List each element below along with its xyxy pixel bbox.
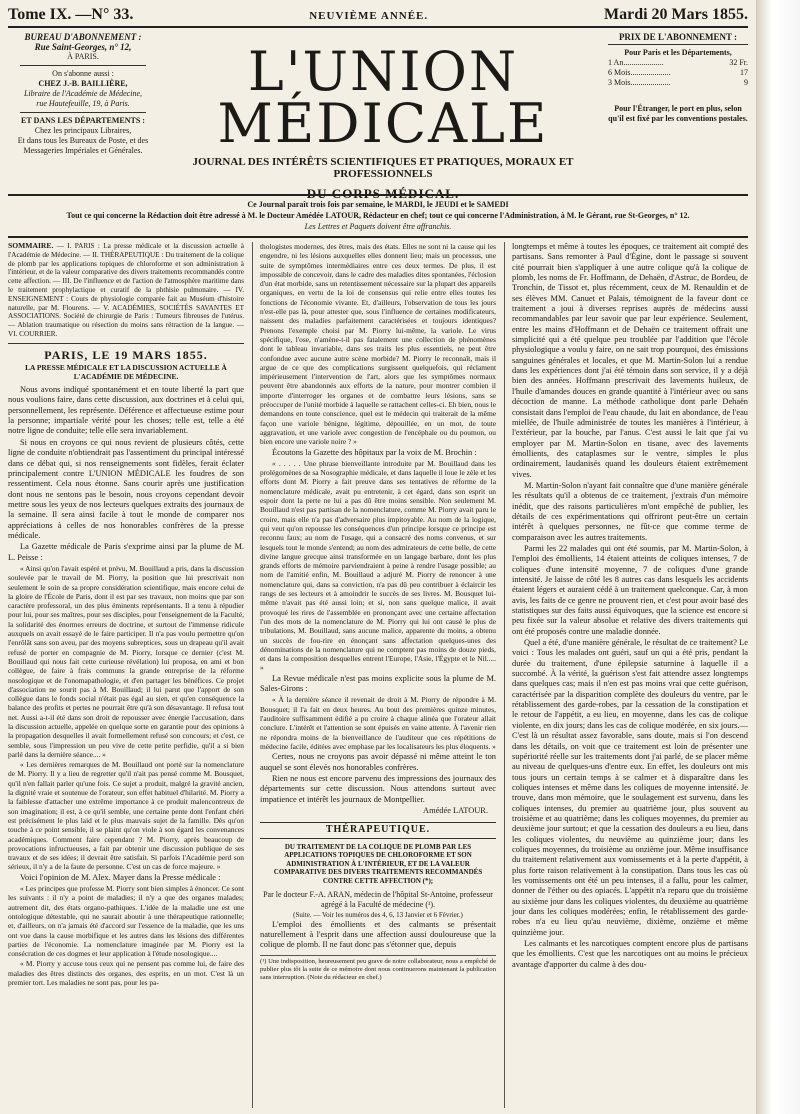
subscription-office xyxy=(8,32,158,156)
tome-number: Tome IX. —N° 33. xyxy=(8,6,134,23)
footnote: (¹) Une indisposition, heureusement peu grave de notre collaborateur, nous a empêché de publier plus tôt la suite de ce mémoire dont nous continuerons maintenant la publication sans interruption. (Note du rédacteur en chef.) xyxy=(260,955,496,982)
quotation-continued: thologistes modernes, des êtres, mais des états. Elles ne sont ni la cause qui les engendre, ni les lésions auxquelles elles donnent lieu; mais un processus, une suite de symptômes intermédiaires entre ces deux termes. De plus, il est impossible de concevoir, dans le cadre des maladies dites spontanées, l'éclosion d'un état morbide, sans un retentissement nécessaire sur la plupart des appareils organiques, en vertu de la loi de consensus qui relie entre elles toutes les fonctions de l'économie vivante. Et, d'ailleurs, l'observation de tous les jours n'est-elle pas là, pour attester que, sous l'influence de certaines modificateurs, naissent des maladies parfaitement caractérisées et toujours identiques? Prenons l'exemple choisi par M. Piorry lui-même, la variole. Le virus spécifique, l'ose, n'amène-t-il pas fatalement une collection de phénomènes dont le tableau invariable, dans ses traits les plus essentiels, ne peut être confondue avec aucune autre scène morbide? M. Piorry le reconnaît, mais il argue de ce que des complications surgissent quelquefois, qui réclament impérieusement l'intervention de l'art, alors que les symptômes normaux peuvent être abandonnés aux efforts de la nature, pour montrer combien il importe d'interroger les organes et de combattre leurs lésions, sans se préoccuper de l'unité morbide à laquelle se rattachent celles-ci. Eh bien, nous le demandons en toute conscience, quel est le médecin qui traiterait de la même façon une variole bénigne, légitime, dépouillée, en un mot, de toute aggravation, et une variole avec congestion de l'encéphale ou du poumon, ou bien encore une variole noire ? » xyxy=(260,242,496,447)
page-edge xyxy=(756,0,800,1114)
table-of-contents xyxy=(8,242,244,344)
subscription-prices xyxy=(608,32,748,124)
quotation: « . . . . . Une phrase bienveillante introduite par M. Bouillaud dans les prolégomènes de sa Nosographie médicale, et dans laquelle il loue le zèle et les efforts dont M. Piorry a fait preuve dans ses tentatives de réforme de la nomenclature médicale, avait pu entretenir, à cet égard, dans son esprit un espoir dont la perte ne lui a pas dû être moins sensible. Non seulement M. Bouillaud n'est pas partisan de la nomenclature, comme M. Piorry avait paru le croire, mais elle n'a pas d'adversaire plus impitoyable. Au nom de la logique, qui veut qu'on repousse les conséquences d'un principe lorsque ce principe est reconnu faux; au nom de l'usage, qui a consacré des noms convenus, et sur lesquels tout le monde s'entend; au nom des admirateurs de cette belle, de cette divine langue grecque ainsi transformée en un langage barbare, dont les plus grands efforts de mémoire parviendraient à peine à rendre l'usage possible; au nom de l'amitié enfin, M. Bouillaud a adjuré M. Piorry de renoncer à une nomenclature qui, dans sa conviction, n'a pas dû peu contribuer à éclaircir les rangs de ses lecteurs et à amoindrir le succès de ses livres. M. Bousquet lui-même n'avait pas été aussi loin; et si, non sans quelque malice, il avait provoqué les rires de l'assemblée en prononçant avec une certaine affectation l'un des mots de la nomenclature de M. Piorry qui lui ont causé le plus de tribulations, M. Bouillaud, sans aucune malice, apparente du moins, a obtenu un succès de fou-rire en énonçant sans affectation quelques-unes des dénominations de la nomenclature qui ne comptent pas moins de douze pieds, et dans la composition desquelles entrent l'Europe, l'Asie, l'Égypte et le Nil..... » xyxy=(260,458,496,673)
author-byline: Par le docteur F.-A. ARAN, médecin de l'hôpital St-Antoine, professeur agrégé à la Faculté de médecine (¹). xyxy=(263,889,493,909)
price-period: 1 An.................... xyxy=(608,58,664,67)
price-row xyxy=(608,68,748,78)
journal-title: L'UNION MÉDICALE xyxy=(217,40,549,155)
quotation: « Les dernières remarques de M. Bouillaud ont porté sur la nomenclature de M. Piorry. Il y a lieu de regretter qu'il n'ait pas pensé comme M. Bousquet, qu'il n'en fallait parler qu'une fois. Ce sujet a produit, malgré la gravité ancien, la dignité vraie et soutenue de l'orateur, son effet habituel d'hilarité. M. Piorry a la faiblesse d'attacher une extrême importance à ce produit malencontreux de son imagination; il est, à ce qu'il semble, une certaine pente dont l'enfant chéri est précisément le plus laid et le plus mauvais sujet de la famille. Dès qu'on touche à ce point sensible, il se plaint qu'on viole à son égard les convenances académiques. Comment faire cependant ? M. Piorry, après beaucoup de provocations infructueuses, a fait par obtenir une discussion publique de ses travaux et de ses idées; il devrait être satisfait. Si parfois l'Académie perd son sérieux, il n'y a de la faute de personne. C'est un cas de force majeure. » xyxy=(8,760,244,872)
publisher-title: Libraire de l'Académie de Médecine, xyxy=(23,89,143,98)
dateline: PARIS, LE 19 MARS 1855. xyxy=(44,347,208,362)
price-value: 32 Fr. xyxy=(729,58,748,67)
article-heading: LA PRESSE MÉDICALE ET LA DISCUSSION ACTUELLE À L'ACADÉMIE DE MÉDECINE. xyxy=(25,363,227,382)
publication-notice xyxy=(8,194,748,232)
author-signature: Amédée LATOUR. xyxy=(423,805,488,815)
divider xyxy=(20,65,146,66)
foreign-price-note: Pour l'Étranger, le port en plus, selon qu'il est fixé par les conventions postales. xyxy=(608,104,748,123)
departments-line-1: Chez les principaux Libraires, xyxy=(34,126,132,135)
summary-text: — I. PARIS : La presse médicale et la discussion actuelle à l'Académie de Médecine. — II. THÉRAPEUTIQUE : Du traitement de la colique de plomb par les applications topiques de chloroforme et son administration à l'intérieur, et de la valeur comparative des divers traitements recommandés contre cette affection. — III. De l'influence et de l'action de l'atmosphère maritime dans le traitement prophylactique et curatif de la phthisie pulmonaire. — IV. ENSEIGNEMENT : Cours de physiologie comparée fait au Muséum d'histoire naturelle, par M. Flourens. — V. ACADÉMIES, SOCIÉTÉS SAVANTES ET ASSOCIATIONS. Société de chirurgie de Paris : Tumeurs fibreuses de l'utérus. — Ablation traumatique ou résection du moins sans rétraction de la langue. — VI. COURRIER. xyxy=(8,242,244,338)
price-value: 17 xyxy=(740,68,748,77)
paragraph: Voici l'opinion de M. Alex. Mayer dans la Presse médicale : xyxy=(20,872,221,882)
column-2 xyxy=(252,242,496,1108)
year-label: NEUVIÈME ANNÉE. xyxy=(309,10,429,22)
price-period: 6 Mois.................... xyxy=(608,68,671,77)
paragraph-continued: longtemps et même à toutes les époques, ce traitement ait compté des partisans. Sans remonter à Paul d'Égine, dont le passage si souvent cité pourrait bien s'appliquer à une autre colique qu'à la colique de plomb, les noms de Fr. Hoffmann, de Dehaën, d'Astruc, de Bordeu, de Tronchin, de Tissot et, plus récemment, ceux de M. Renauldin et de ses élèves MM. Canuet et Palais, témoignent de la faveur dont ce traitement a joui à diverses reprises auprès de médecins aussi recommandables par leur savoir que par leur expérience. Seulement, entre les mains d'Hoffmann et de Dehaën ce traitement offrait une simplicité qui a été quelque peu troublée par l'addition que l'école physiologique a voulu y faire, on ne sait trop pourquoi, des émissions sanguines générales et locales, et que M. Martin-Solon lui a rendue dans les expériences dont j'ai été témoin dans son service, il y a déjà bien des années. Hoffmann prescrivait des lavements huileux, de l'huile d'amandes douces en grande quantité à l'intérieur avec ou sans décoction de manne. La méthode catholique dont parle Dehaën consistait dans l'emploi de l'eau chaude, du lait en abondance, de l'eau miellée, de l'huile administrée de toutes les manières à l'intérieur, à l'extérieur, par la bouche, par l'anus. C'est aussi le lait que j'ai vu employer par M. Martin-Solon en tisane, avec des lavements émollients, des cataplasmes sur le ventre, simples le plus ordinairement, laudanisés quand les douleurs étaient extrêmement vives. xyxy=(512,242,748,479)
bureau-title: BUREAU D'ABONNEMENT : xyxy=(24,32,142,42)
paragraph: M. Martin-Solon n'ayant fait connaître que d'une manière générale les résultats qu'il a obtenus de ce traitement, j'extrais d'un mémoire inédit, que des raisons particulières m'ont empêché de publier, les détails de ces expérimentations qui offriront peut-être un certain intérêt à quelques personnes, ne fût-ce que comme terme de comparaison avec les autres traitements. xyxy=(512,480,748,542)
summary-label: SOMMAIRE. xyxy=(8,242,54,250)
paragraph: Nous avons indiqué spontanément et en toute liberté la part que nous voulions faire, dans cette discussion, aux doctrines et à celui qui, personnellement, les représente. Déférence et affectueuse estime pour la personne; impartiale vérité pour les choses; telle est, telle a été notre ligne de conduite; telle elle sera invariablement. xyxy=(8,385,244,436)
divider xyxy=(8,236,748,238)
departments-line-3: Messageries Impériales et Générales. xyxy=(23,146,143,155)
price-table xyxy=(608,58,748,88)
bureau-address: Rue Saint-Georges, n° 12, xyxy=(34,42,132,52)
article-columns xyxy=(8,242,748,1108)
price-period: 3 Mois.................... xyxy=(608,78,671,87)
publisher-name: CHEZ J.-B. BAILLIÈRE, xyxy=(38,79,128,88)
paragraph: Certes, nous ne croyons pas avoir dépassé ni même atteint le ton auquel se sont élevés nos honorables confrères. xyxy=(260,752,496,772)
departments-line-2: Et dans tous les Bureaux de Poste, et des xyxy=(17,136,149,145)
notice-schedule: Ce Journal paraît trois fois par semaine, le MARDI, le JEUDI et le SAMEDI xyxy=(247,200,509,209)
issue-line xyxy=(8,6,748,28)
issue-date: Mardi 20 Mars 1855. xyxy=(604,6,748,23)
departments-title: ET DANS LES DÉPARTEMENTS : xyxy=(21,116,145,125)
price-row xyxy=(608,78,748,88)
divider xyxy=(20,112,146,113)
paragraph: La Revue médicale n'est pas moins explicite sous la plume de M. Sales-Girons : xyxy=(260,673,496,694)
paragraph: Parmi les 22 malades qui ont été soumis, par M. Martin-Solon, à l'emploi des émollients, 14 étaient atteints de coliques intenses, 7 de coliques d'une intensité moyenne, 7 de coliques d'une grande intensité. Je laisse de côté les 8 autres cas dans lesquels les accidents étaient légers et auraient cédé à un traitement quelconque. Car, à mon avis, les faits de ce genre ne prouvent rien, et c'est pour avoir basé des statistiques sur des faits aussi équivoques, que la science est encore si peu fixée sur la valeur absolue et relative des divers traitements qui ont été proposés contre une maladie donnée. xyxy=(512,543,748,636)
paragraph: Rien ne nous est encore parvenu des impressions des journaux des départements sur cette discussion. Nous attendons surtout avec impatience et intérêt les journaux de Montpellier. xyxy=(260,773,496,804)
notice-postage: Les Lettres et Paquets doivent être affranchis. xyxy=(304,222,452,231)
masthead-area xyxy=(8,32,748,201)
paragraph: Écoutons la Gazette des hôpitaux par la voix de M. Brochin : xyxy=(272,447,477,457)
price-row xyxy=(608,58,748,68)
paragraph: L'emploi des émollients et des calmants se présentait naturellement à l'esprit dans une affection aussi douloureuse que la colique de plomb. Il ne faut donc pas s'étonner que, depuis xyxy=(260,919,496,950)
quotation: « M. Piorry y accuse tous ceux qui ne pensent pas comme lui, de faire des maladies des êtres distincts des organes, des esprits, en un mot. C'est là un premier tort. Les maladies ne sont pas, pour les pa- xyxy=(8,959,244,988)
prices-subtitle: Pour Paris et les Départements, xyxy=(624,48,732,57)
abonne-line: On s'abonne aussi : xyxy=(52,69,114,78)
continuation-note: (Suite. — Voir les numéros des 4, 6, 13 Janvier et 6 Février.) xyxy=(293,910,463,919)
section-subtitle: DU TRAITEMENT DE LA COLIQUE DE PLOMB PAR LES APPLICATIONS TOPIQUES DE CHLOROFORME ET SON ADMINISTRATION À L'INTÉRIEUR, ET DE LA VALEUR COMPARATIVE DES DIVERS TRAITEMENTS RECOMMANDÉS CONTRE CETTE AFFECTION (*); xyxy=(273,842,483,885)
notice-address: Tout ce qui concerne la Rédaction doit être adressé à M. le Docteur Amédée LATOUR, Rédacteur en chef; tout ce qui concerne l'Administration, à M. le Gérant, rue St-Georges, n° 12. xyxy=(66,211,690,220)
column-1 xyxy=(8,242,244,1108)
column-3 xyxy=(504,242,748,1108)
quotation: « Les principes que professe M. Piorry sont bien simples à énoncer. Ce sont les suivants : il n'y a point de maladies; il n'y a que des organes malades; autrement dit, des états organo-pathiques. L'idée de la maladie une est une ontologique détestable, qui ne saurait aboutir à une thérapeutique rationnelle; et, d'ailleurs, on n'a jamais été d'accord sur l'essence de la maladie, que les uns ont vue dans la cause morbifique et les autres dans les lésions des différentes parties de l'économie. La nomenclature imaginée par M. Piorry est la consécration de ces dogmes et leur application à l'étude nosologique.... xyxy=(8,884,244,959)
publisher-address: rue Hautefeuille, 19, à Paris. xyxy=(36,99,130,108)
prices-title: PRIX DE L'ABONNEMENT : xyxy=(608,32,748,45)
price-value: 9 xyxy=(744,78,748,87)
bureau-city: À PARIS. xyxy=(67,52,99,61)
paragraph: La Gazette médicale de Paris s'exprime ainsi par la plume de M. L. Peisse : xyxy=(8,542,244,562)
quotation: « Ainsi qu'on l'avait espéré et prévu, M. Bouillaud a pris, dans la discussion soulevée par le travail de M. Piorry, la position que lui prescrivait non seulement le soin de sa propre considération scientifique, mais encore celui de la gloire de l'École de Paris, dont il est par ses travaux, non moins que par son caractère professoral, un des plus éminents représentants. Il a tenu à répudier pour lui, pour ses maîtres, pour ses disciples, pour l'enseignement de la Faculté, la solidarité des énormes erreurs de doctrine, et surtout de l'immense ridicule auxquels on avait essayé de le faire participer. Il n'a pas voulu permettre qu'on l'enrôlât sans son aveu, par des moyens subreptices, sous un drapeau qu'il avait refusé de porter en compagnie de M. Piorry, lorsque ce dernier (c'est M. Bouillaud qui nous fait cette curieuse révélation) lui proposa, en ami et bon collègue, de faire à frais communs la grande entreprise de la réforme nosologique et de l'onomapathologie, et d'en partager les bénéfices. Ce projet d'association ne sourit pas à M. Bouillaud; il lui parut que l'apport de son collègue dans le fonds social n'était pas égal au sien, et qu'en conséquence la balance des profits et pertes ne pourrait être qu'à son désavantage. Il refusa tout net. Aussi a-t-il été dans son droit de repousser avec énergie l'accusation, dans la discussion actuelle, appelée en quelque sorte en garantie pour des opinions à la propagation desquelles il avait formellement refusé son concours; et c'est, ce semble, sous l'impression un peu vive de cette petite perfidie, qu'il a si bien parlé dans la dernière séance.... » xyxy=(8,563,244,759)
journal-subtitle: DU CORPS MÉDICAL. xyxy=(306,186,460,201)
journal-brand xyxy=(158,40,608,202)
paragraph: Les calmants et les narcotiques comptent encore plus de partisans que les émollients. C'est que les narcotiques ont au moins le précieux avantage d'apporter du calme à des dou- xyxy=(512,939,748,969)
quotation: « À la dernière séance il revenait de droit à M. Piorry de répondre à M. Bousquet; il l'a fait en deux heures. Au bout des premières quinze minutes, l'auditoire suffisamment édifié a pu croire à chaque alinéa que l'orateur allait conclure. L'intérêt et l'attention se sont épuisés en vaine attente. À l'avenir rien ne répondra moins de la bienveillance de l'auditeur que ces répétitions de médecine facile, éditées avec emphase par les localisateurs les plus éloquents. » xyxy=(260,695,496,751)
section-title: THÉRAPEUTIQUE. xyxy=(260,822,496,838)
paragraph: Quel a été, d'une manière générale, le résultat de ce traitement? Le voici : Tous les malades ont guéri, sauf un qui a été pris, pendant la durée du traitement, d'une épilepsie saturnine à laquelle il a succombé. À la vérité, la guérison s'est fait attendre assez longtemps dans quelques cas; mais il n'en est pas moins vrai que cette guérison, caractérisée par la disparition complète des douleurs du ventre, par le rétablissement des garde-robes, par la cessation de la constipation et le retour de l'appétit, a eu lieu, en moyenne, dans les cas de colique violente, en dix jours; dans les cas de colique modérée, en six jours.— C'est là un résultat assez favorable, sans doute, mais si l'on descend dans les détails, on voit que ce traitement est loin de présenter une supériorité réelle sur les traitements dont j'ai parlé, de se placer même au niveau de quelques-uns d'entre eux. En effet, les douleurs ont mis tous jours un certain temps à se calmer et à disparaître dans les coliques intenses et même dans les coliques de moyenne intensité. Je trouve, dans mon mémoire, que le soulagement est survenu, dans les coliques intenses, du premier au quatrième jour, plus souvent au troisième et au quatrième; dans les coliques moyennes, du premier au deuxième jour surtout; et que la cessation des douleurs a eu lieu, dans les coliques violentes, du neuvième au quinzième jour; dans les coliques moyennes, du troisième au onzième jour. Même insuffisance du traitement relativement aux vomissements et à la perte d'appétit, à plus forte raison relativement à la constipation. Dans tous les cas où les vomissements ont été un peu intenses, il a fallu, pour les calmer, donner de l'éther ou des opiacés. L'appétit n'a reparu que du troisième au sixième jour dans les coliques violentes, du deuxième au quatrième jour dans les coliques modérées; enfin, le rétablissement des garde-robes n'a eu lieu qu'au neuvième, dixième, onzième et même quinzième jour. xyxy=(512,638,748,937)
paragraph: Si nous en croyons ce qui nous revient de plusieurs côtés, cette ligne de conduite n'obtiendrait pas l'assentiment du principal intéressé dans ce débat qui, si nos renseignements sont fidèles, ferait éclater principalement contre L'UNION MÉDICALE les foudres de son ressentiment. Cela nous étonne. Sans courir après une justification dont nous ne sentons pas le besoin, nous croyons cependant devoir mettre sous les yeux de nos lecteurs quelques extraits des journaux de la semaine. Il sera ainsi facile à tout le monde de comparer nos appréciations à celles de nos honorables confrères de la presse médicale. xyxy=(8,437,244,540)
journal-tagline: JOURNAL DES INTÉRÊTS SCIENTIFIQUES ET PRATIQUES, MORAUX ET PROFESSIONNELS xyxy=(192,156,574,180)
